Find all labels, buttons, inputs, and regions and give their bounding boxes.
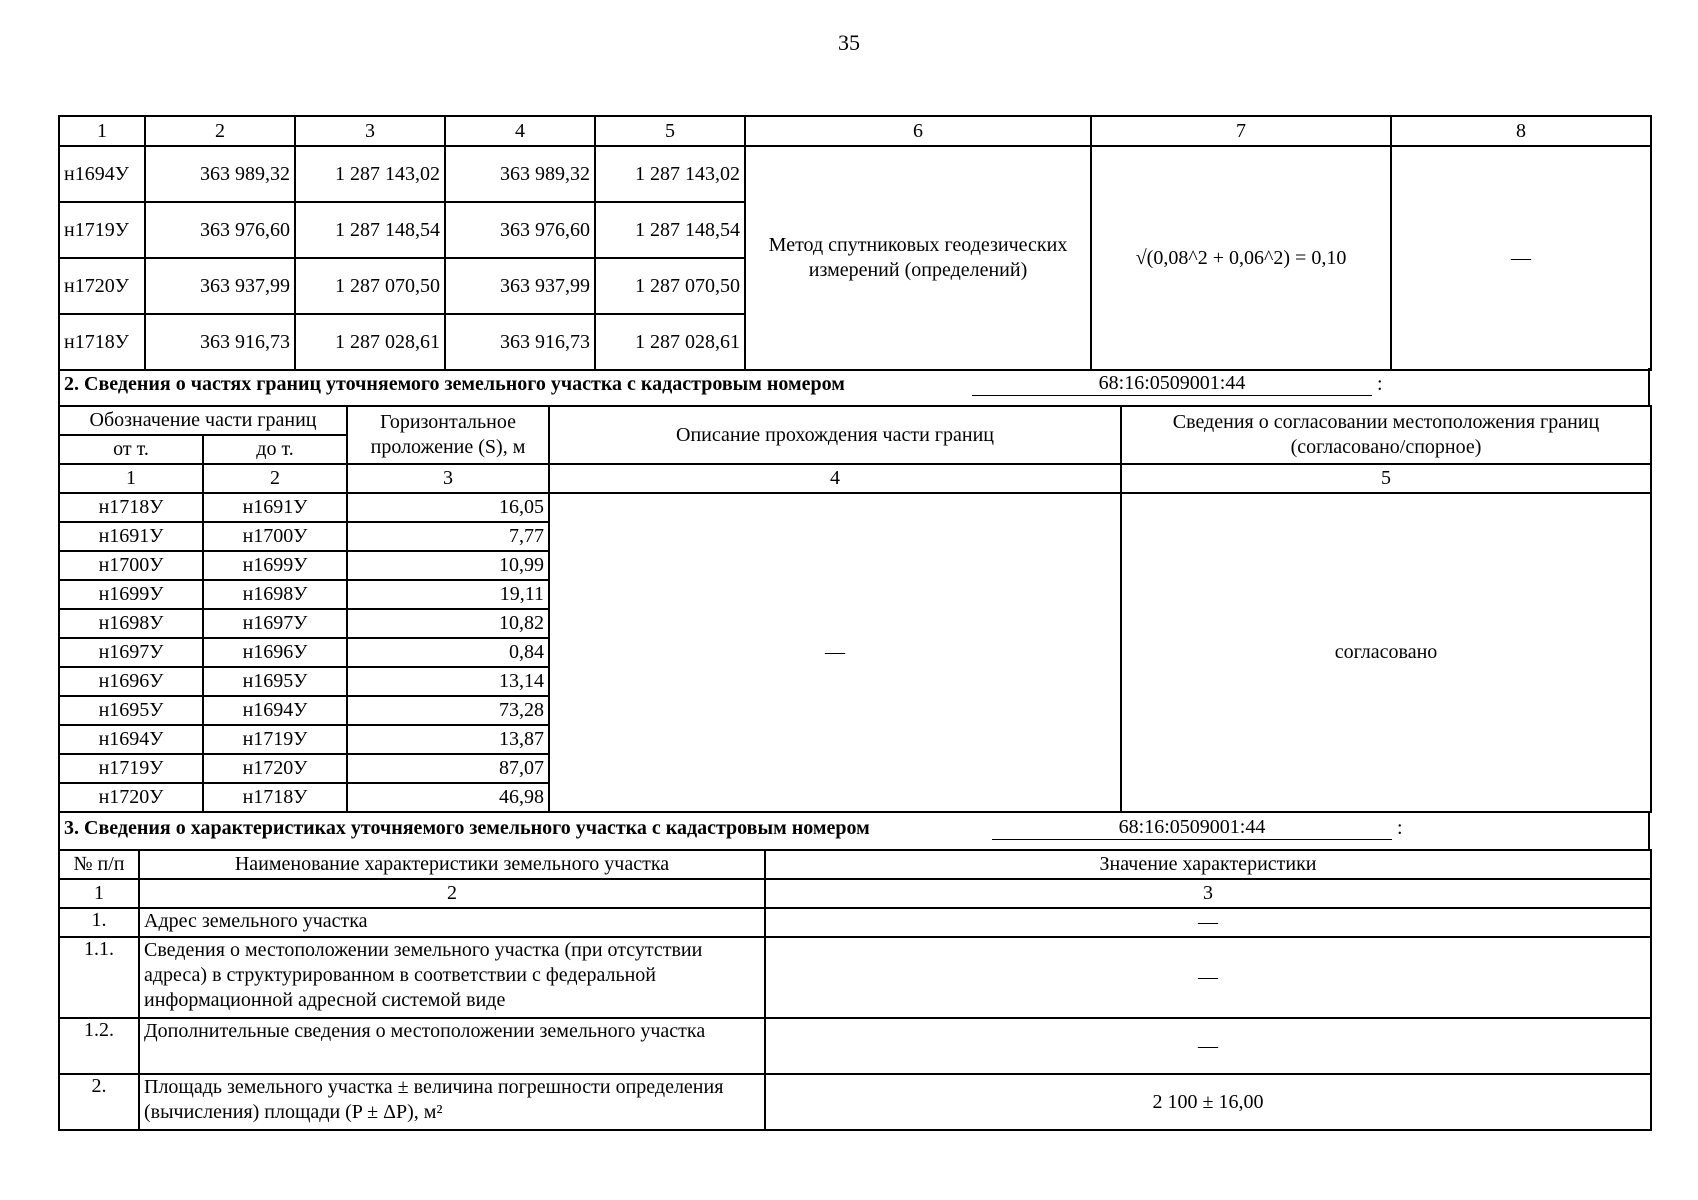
formula-cell: √(0,08^2 + 0,06^2) = 0,10 — [1091, 146, 1391, 370]
col-number: 3 — [765, 879, 1651, 908]
from-point: н1691У — [59, 522, 203, 551]
characteristics-table — [58, 849, 1652, 1131]
table-row — [59, 937, 1651, 1018]
column-number-row — [59, 464, 1651, 493]
name-header: Наименование характеристики земельного участка — [139, 850, 765, 879]
section3-cadastral-number: 68:16:0509001:44 — [992, 816, 1392, 840]
description-value: — — [549, 493, 1121, 812]
to-point: н1718У — [203, 783, 347, 812]
table-row — [59, 908, 1651, 937]
col-header: 7 — [1091, 116, 1391, 146]
coord-x: 363 989,32 — [145, 146, 295, 202]
col-number: 1 — [59, 879, 139, 908]
to-point: н1719У — [203, 725, 347, 754]
horizontal-length: 73,28 — [347, 696, 549, 725]
num-header: № п/п — [59, 850, 139, 879]
section2-colon: : — [1377, 373, 1383, 395]
from-point: н1695У — [59, 696, 203, 725]
coord-x: 363 976,60 — [445, 202, 595, 258]
item-name: Дополнительные сведения о местоположении земельного участка — [139, 1018, 765, 1074]
from-point: н1720У — [59, 783, 203, 812]
coord-x: 363 937,99 — [445, 258, 595, 314]
coord-y: 1 287 143,02 — [595, 146, 745, 202]
section2-cadastral-number: 68:16:0509001:44 — [972, 372, 1372, 396]
item-name: Адрес земельного участка — [139, 908, 765, 937]
to-point: н1698У — [203, 580, 347, 609]
horizontal-length: 16,05 — [347, 493, 549, 522]
coord-x: 363 916,73 — [145, 314, 295, 370]
from-point: н1718У — [59, 493, 203, 522]
col-header: 4 — [445, 116, 595, 146]
to-point: н1691У — [203, 493, 347, 522]
border-parts-table — [58, 405, 1652, 813]
horizontal-header: Горизонтальное проложение (S), м — [347, 406, 549, 464]
horizontal-length: 10,99 — [347, 551, 549, 580]
col-number: 5 — [1121, 464, 1651, 493]
item-value: 2 100 ± 16,00 — [765, 1074, 1651, 1130]
section3-title: 3. Сведения о характеристиках уточняемого земельного участка с кадастровым номером — [64, 817, 870, 839]
point-name: н1720У — [59, 258, 145, 314]
designation-header: Обозначение части границ — [59, 406, 347, 435]
column-number-row — [59, 879, 1651, 908]
item-number: 1.1. — [59, 937, 139, 1018]
to-point: н1700У — [203, 522, 347, 551]
item-name: Сведения о местоположении земельного участка (при отсутствии адреса) в структурированном в соответствии с федеральной информационной адресной системой виде — [139, 937, 765, 1018]
coord-y: 1 287 143,02 — [295, 146, 445, 202]
to-point: н1694У — [203, 696, 347, 725]
item-number: 1.2. — [59, 1018, 139, 1074]
to-point: н1695У — [203, 667, 347, 696]
section3-colon: : — [1397, 817, 1403, 839]
from-point: н1697У — [59, 638, 203, 667]
from-point: н1719У — [59, 754, 203, 783]
coord-y: 1 287 148,54 — [295, 202, 445, 258]
item-number: 1. — [59, 908, 139, 937]
from-point: н1696У — [59, 667, 203, 696]
col-number: 1 — [59, 464, 203, 493]
coord-y: 1 287 148,54 — [595, 202, 745, 258]
col-number: 2 — [139, 879, 765, 908]
col-header: 5 — [595, 116, 745, 146]
coord-y: 1 287 028,61 — [295, 314, 445, 370]
to-point: н1697У — [203, 609, 347, 638]
point-name: н1694У — [59, 146, 145, 202]
horizontal-length: 10,82 — [347, 609, 549, 638]
item-value: — — [765, 937, 1651, 1018]
horizontal-length: 46,98 — [347, 783, 549, 812]
section2-title: 2. Сведения о частях границ уточняемого земельного участка с кадастровым номером — [64, 373, 845, 395]
table-row — [59, 1074, 1651, 1130]
to-point: н1696У — [203, 638, 347, 667]
coord-x: 363 976,60 — [145, 202, 295, 258]
col8-cell: — — [1391, 146, 1651, 370]
description-header: Описание прохождения части границ — [549, 406, 1121, 464]
horizontal-length: 13,14 — [347, 667, 549, 696]
horizontal-length: 13,87 — [347, 725, 549, 754]
point-name: н1718У — [59, 314, 145, 370]
coord-x: 363 937,99 — [145, 258, 295, 314]
col-header: 1 — [59, 116, 145, 146]
horizontal-length: 19,11 — [347, 580, 549, 609]
page-number: 35 — [838, 30, 860, 55]
coordinates-table — [58, 115, 1652, 371]
item-value: — — [765, 908, 1651, 937]
col-number: 3 — [347, 464, 549, 493]
point-name: н1719У — [59, 202, 145, 258]
col-header: 2 — [145, 116, 295, 146]
coord-y: 1 287 070,50 — [295, 258, 445, 314]
col-header: 6 — [745, 116, 1091, 146]
col-header: 3 — [295, 116, 445, 146]
border-parts-header-row — [59, 406, 1651, 435]
method-cell: Метод спутниковых геодезических измерений (определений) — [745, 146, 1091, 370]
coordinates-table-block — [58, 115, 1650, 371]
from-point: н1694У — [59, 725, 203, 754]
col-number: 4 — [549, 464, 1121, 493]
horizontal-length: 7,77 — [347, 522, 549, 551]
table-row — [59, 493, 1651, 522]
table-row — [59, 146, 1651, 202]
coord-y: 1 287 028,61 — [595, 314, 745, 370]
from-header: от т. — [59, 435, 203, 464]
item-number: 2. — [59, 1074, 139, 1130]
to-point: н1699У — [203, 551, 347, 580]
to-header: до т. — [203, 435, 347, 464]
coord-x: 363 989,32 — [445, 146, 595, 202]
from-point: н1699У — [59, 580, 203, 609]
item-name: Площадь земельного участка ± величина погрешности определения (вычисления) площади (P ± ΔP), м² — [139, 1074, 765, 1130]
col-header: 8 — [1391, 116, 1651, 146]
value-header: Значение характеристики — [765, 850, 1651, 879]
to-point: н1720У — [203, 754, 347, 783]
coord-x: 363 916,73 — [445, 314, 595, 370]
section3-title-line — [58, 812, 1650, 850]
coordinates-header-row — [59, 116, 1651, 146]
col-number: 2 — [203, 464, 347, 493]
table-row — [59, 1018, 1651, 1074]
from-point: н1700У — [59, 551, 203, 580]
characteristics-table-block — [58, 849, 1650, 1131]
horizontal-length: 87,07 — [347, 754, 549, 783]
from-point: н1698У — [59, 609, 203, 638]
characteristics-header-row — [59, 850, 1651, 879]
agreement-value: согласовано — [1121, 493, 1651, 812]
border-parts-table-block — [58, 405, 1650, 813]
coord-y: 1 287 070,50 — [595, 258, 745, 314]
agreement-header: Сведения о согласовании местоположения границ (согласовано/спорное) — [1121, 406, 1651, 464]
section2-title-line — [58, 368, 1650, 406]
item-value: — — [765, 1018, 1651, 1074]
horizontal-length: 0,84 — [347, 638, 549, 667]
